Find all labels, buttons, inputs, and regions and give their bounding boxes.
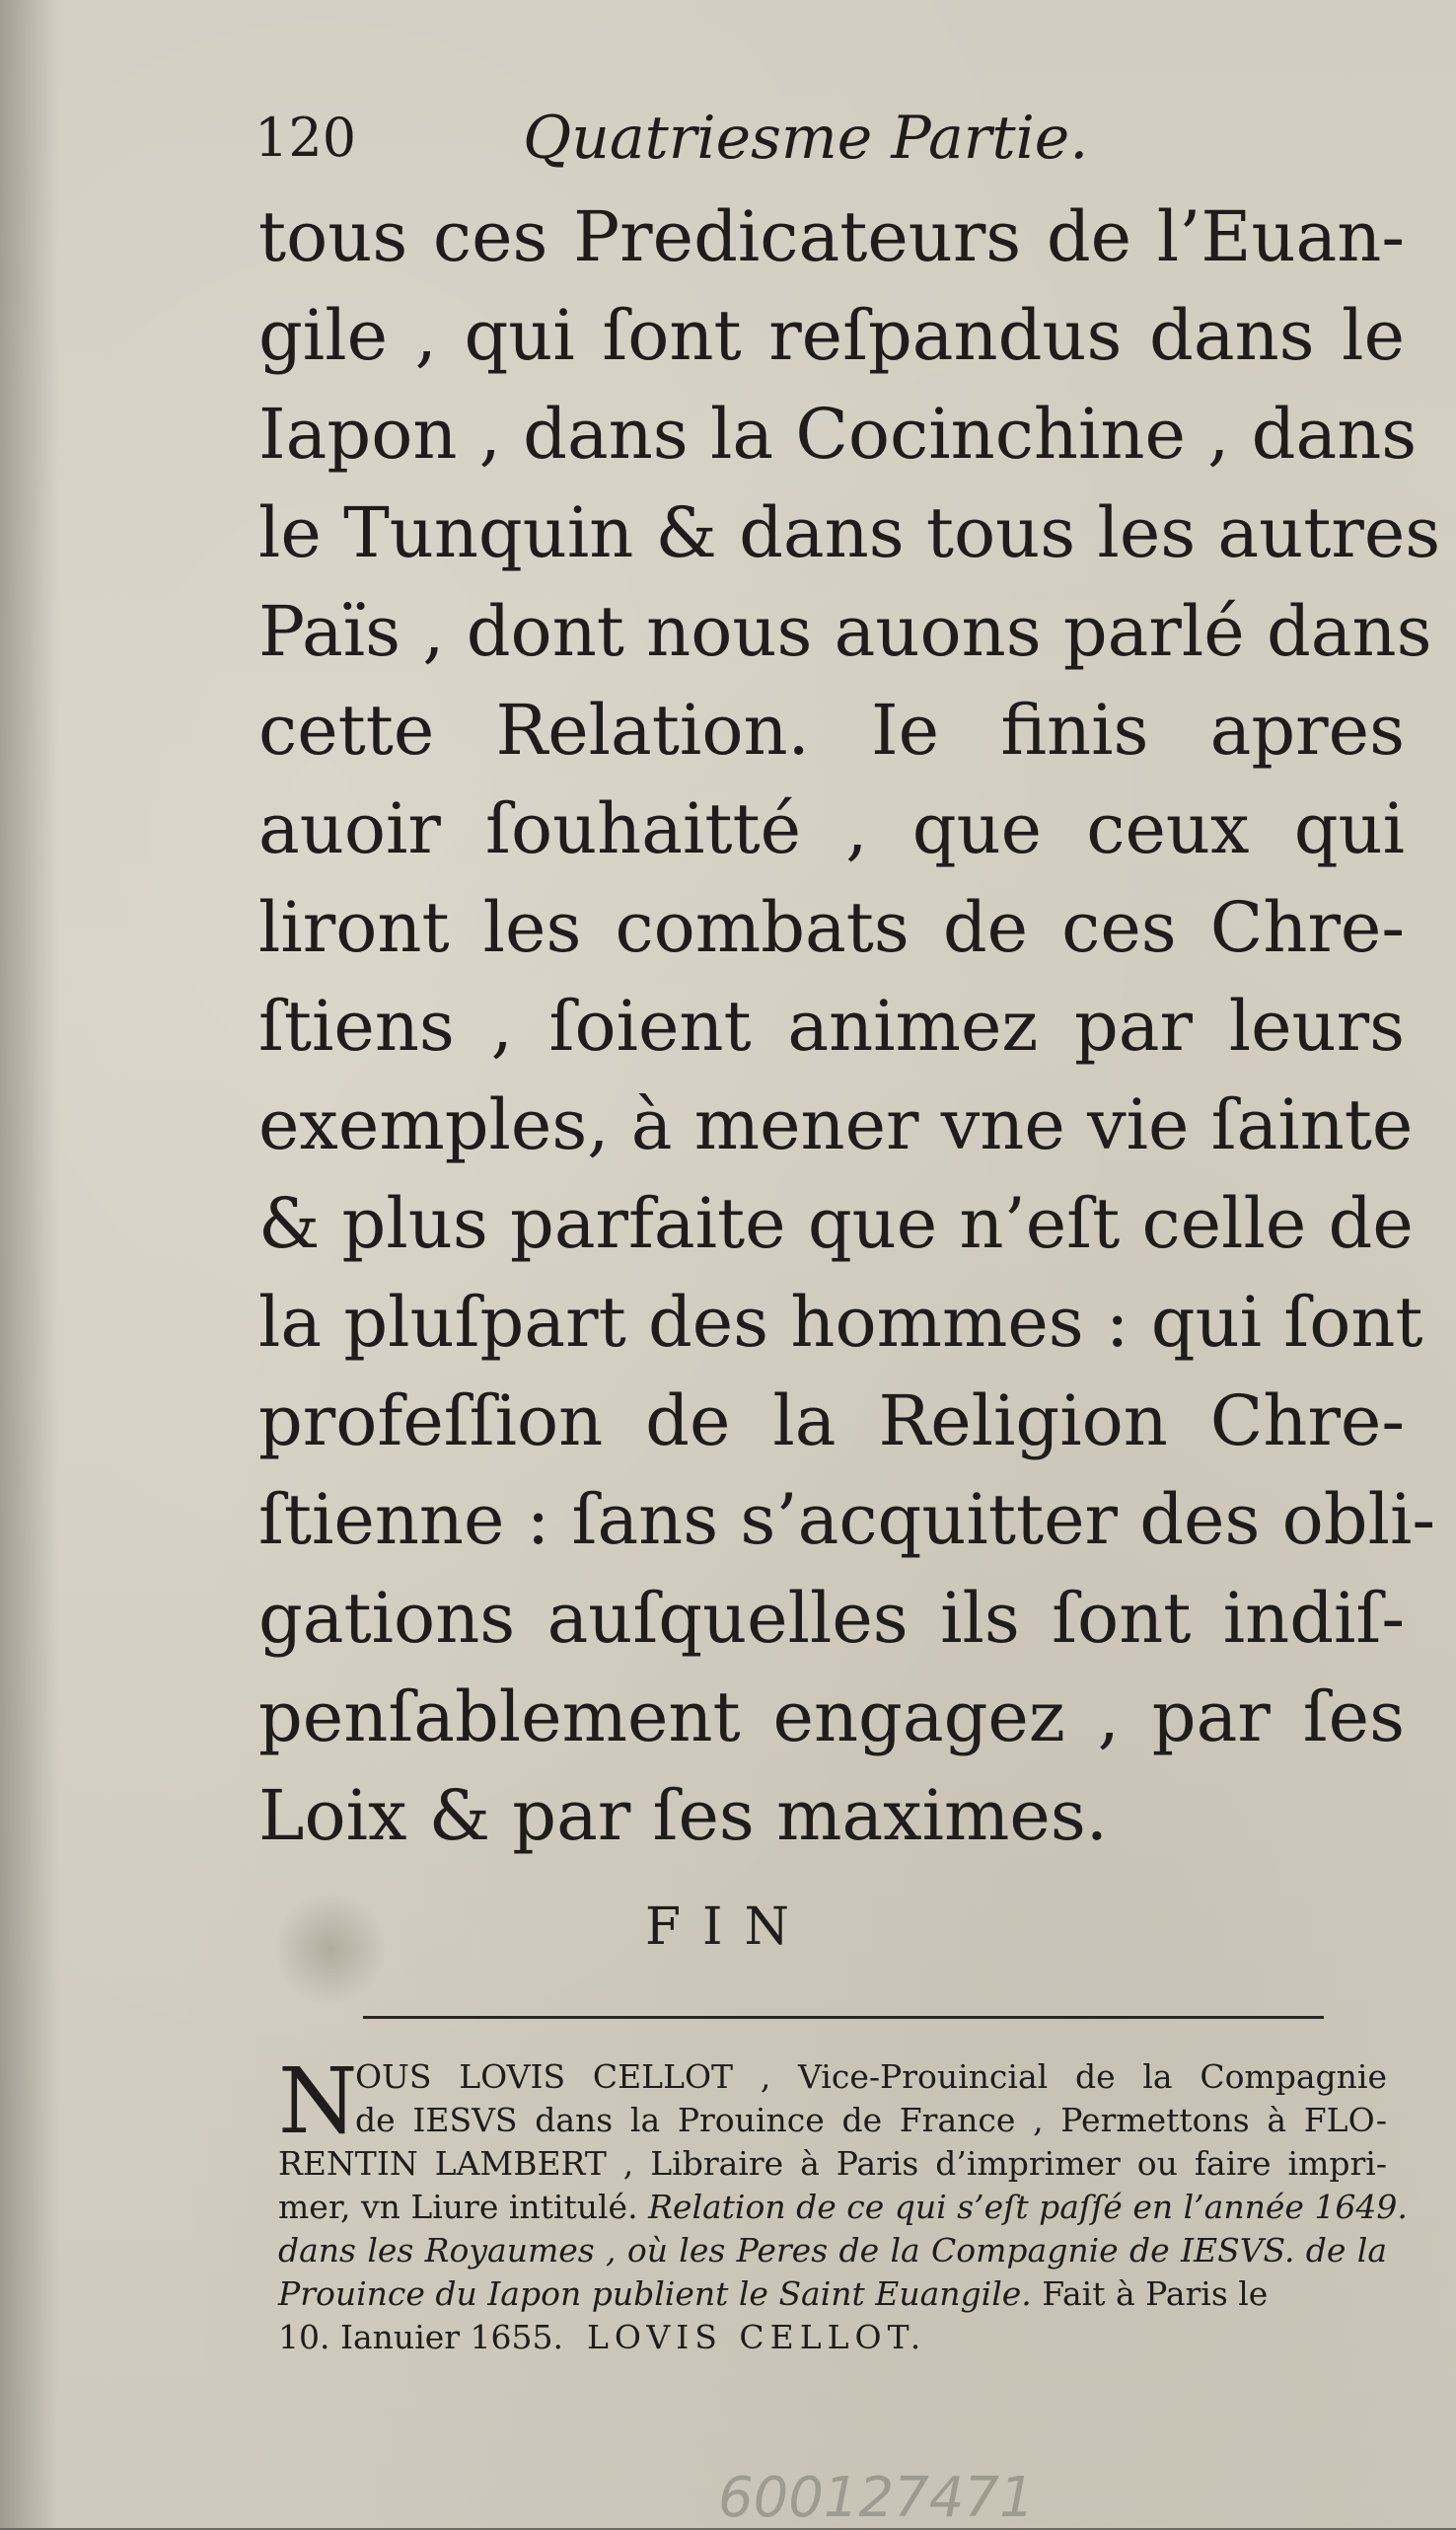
library-catalog-mark: 600127471 — [718, 2466, 1035, 2530]
text-line: gations auſquelles ils ſont indiſ- — [258, 1578, 1405, 1659]
privilege-notice — [278, 2048, 1408, 2378]
privilege-line: de IESVS dans la Prouince de France , Permettons à FLO- — [355, 2101, 1387, 2139]
privilege-text: mer, vn Liure intitulé. — [278, 2188, 649, 2226]
book-title-italic: Relation de ce qui s’eſt paſſé en l’année 1649. — [648, 2188, 1408, 2226]
privilege-line — [278, 2270, 1387, 2319]
running-title: Quatriesme Partie. — [523, 104, 1089, 173]
text-line: penſablement engagez , par ſes — [258, 1676, 1405, 1757]
privilege-line: dans les Royaumes , où les Peres de la Compagnie de IESVS. de la — [278, 2231, 1387, 2270]
body-text — [258, 187, 1441, 1865]
fin-heading: FIN — [644, 1898, 812, 1957]
text-line: & plus parfaite que n’eſt celle de — [258, 1183, 1414, 1264]
text-line: le Tunquin & dans tous les autres — [258, 492, 1441, 573]
privilege-line: OUS LOVIS CELLOT , Vice-Prouincial de la Compagnie — [355, 2057, 1387, 2096]
privilege-text: Fait à Paris le — [1031, 2274, 1269, 2313]
book-title-italic: Prouince du Iapon publient le Saint Euangile. — [278, 2274, 1032, 2313]
text-line: la pluſpart des hommes : qui ſont — [258, 1282, 1423, 1363]
text-line: ſtienne : ſans s’acquitter des obli- — [258, 1479, 1436, 1560]
text-line: profeſſion de la Religion Chre- — [258, 1380, 1405, 1461]
privilege-line — [278, 2183, 1408, 2232]
privilege-line — [278, 2313, 1387, 2362]
text-line: gile , qui ſont reſpandus dans le — [258, 295, 1405, 376]
page-gutter-shadow — [0, 0, 59, 2528]
text-line: Païs , dont nous auons parlé dans — [258, 591, 1432, 672]
text-line: liront les combats de ces Chre- — [258, 887, 1405, 968]
running-head — [255, 99, 1123, 178]
text-line: auoir ſouhaitté , que ceux qui — [258, 788, 1405, 869]
text-line: tous ces Predicateurs de l’Euan- — [258, 196, 1405, 277]
privilege-date: 10. Ianuier 1655. — [278, 2318, 564, 2356]
text-line: Iapon , dans la Cocinchine , dans — [258, 394, 1418, 475]
page-number: 120 — [255, 107, 357, 169]
privilege-line: RENTIN LAMBERT , Libraire à Paris d’imprimer ou faire impri- — [278, 2144, 1387, 2183]
text-line-last: Loix & par ſes maximes. — [258, 1775, 1109, 1856]
text-line: ſtiens , ſoient animez par leurs — [258, 986, 1405, 1067]
drop-cap: N — [278, 2048, 358, 2154]
horizontal-rule — [363, 2016, 1324, 2019]
text-line: exemples, à mener vne vie ſainte — [258, 1084, 1414, 1165]
text-line: cette Relation. Ie finis apres — [258, 690, 1405, 771]
signature: LOVIS CELLOT. — [587, 2318, 927, 2356]
